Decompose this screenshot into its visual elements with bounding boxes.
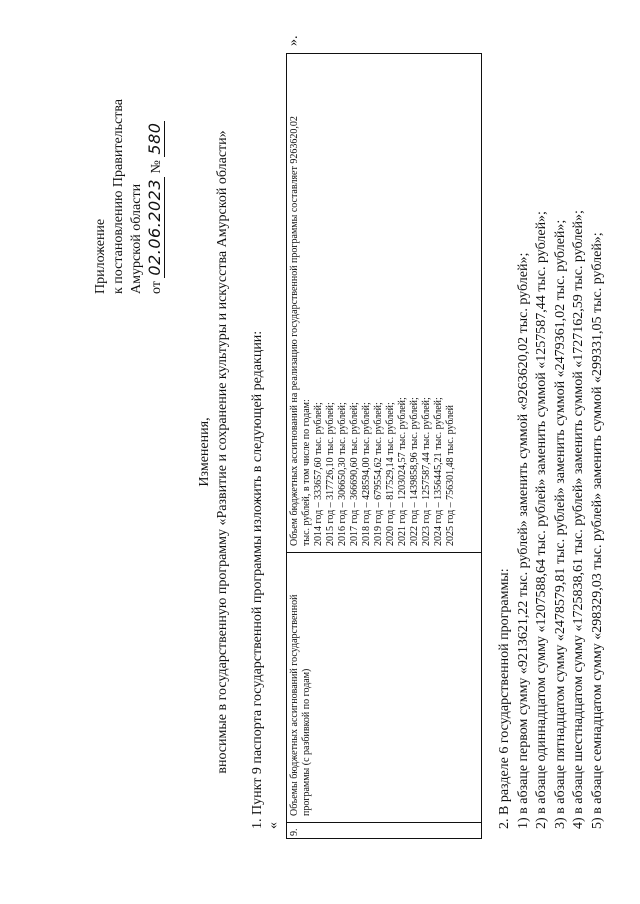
section-2-item: 2) в абзаце одиннадцатом сумму «1207588,64 тыс. рублей» заменить суммой «1257587,44 тыс. рублей»; (534, 211, 549, 829)
value-line: 2017 год – 366690,60 тыс. рублей; (349, 402, 360, 546)
appendix-date-row (146, 99, 166, 294)
section-2-item: 5) в абзаце семнадцатом сумму «298329,03 тыс. рублей» заменить суммой «299331,05 тыс. рублей»; (589, 232, 605, 829)
value-line: тыс. рублей, в том числе по годам: (301, 399, 312, 546)
decree-date: 02.06.2023 (145, 178, 164, 276)
section-2-item: 4) в абзаце шестнадцатом сумму «1725838,61 тыс. рублей» заменить суммой «1727162,59 тыс. рублей»; (571, 210, 586, 829)
passport-table (286, 53, 482, 839)
value-line: 2019 год – 679554,62 тыс. рублей; (373, 402, 384, 546)
value-line: 2018 год – 428594,00 тыс. рублей; (361, 402, 372, 546)
section-2-item: 3) в абзаце пятнадцатом сумму «2478579,81 тыс. рублей» заменить суммой «2479361,02 тыс. рублей»; (552, 219, 568, 829)
title-line-2: вносимые в государственную программу «Развитие и сохранение культуры и искусства Амурской области» (215, 130, 230, 774)
section-2 (496, 210, 607, 829)
appendix-block (92, 99, 166, 294)
value-line: 2023 год – 1257587,44 тыс. рублей; (421, 397, 432, 546)
value-line: Объем бюджетных ассигнований на реализацию государственной программы составляет 9263620,02 (289, 116, 300, 546)
value-line: 2024 год – 1356445,21 тыс. рублей; (433, 397, 444, 546)
appendix-line-1: Приложение (93, 218, 108, 294)
section-2-item: 1) в абзаце первом сумму «9213621,22 тыс. рублей» заменить суммой «9263620,02 тыс. рублей»; (515, 252, 531, 829)
point-1-text: 1. Пункт 9 паспорта государственной программы изложить в следующей редакции: (250, 330, 265, 829)
appendix-line-2: к постановлению Правительства (111, 98, 126, 294)
decree-number: 580 (145, 122, 164, 155)
value-line: 2021 год – 1203024,57 тыс. рублей; (397, 397, 408, 546)
date-prefix: от (149, 281, 164, 294)
value-line: 2020 год – 817529,14 тыс. рублей; (385, 402, 396, 546)
appendix-line-3: Амурской области (129, 183, 144, 294)
value-line: 2022 год – 1439858,96 тыс. рублей; (409, 397, 420, 546)
value-line: 2015 год – 317726,10 тыс. рублей; (325, 402, 336, 546)
table-row-label: Объемы бюджетных ассигнований государственной программы (с разбивкой по годам) (287, 552, 481, 822)
table-row-value (287, 54, 481, 552)
value-line: 2016 год – 306650,30 тыс. рублей; (337, 402, 348, 546)
title-line-1: Изменения, (197, 417, 212, 487)
quote-open: « (266, 822, 281, 829)
document-title (196, 0, 232, 904)
value-line: 2014 год – 333657,60 тыс. рублей; (313, 402, 324, 546)
number-sign: № (149, 160, 164, 174)
value-line: 2025 год – 756301,48 тыс. рублей (445, 404, 456, 546)
section-2-heading: 2. В разделе 6 государственной программы: (497, 568, 512, 829)
quote-close: ». (286, 35, 301, 46)
table-row-number: 9. (287, 822, 481, 838)
